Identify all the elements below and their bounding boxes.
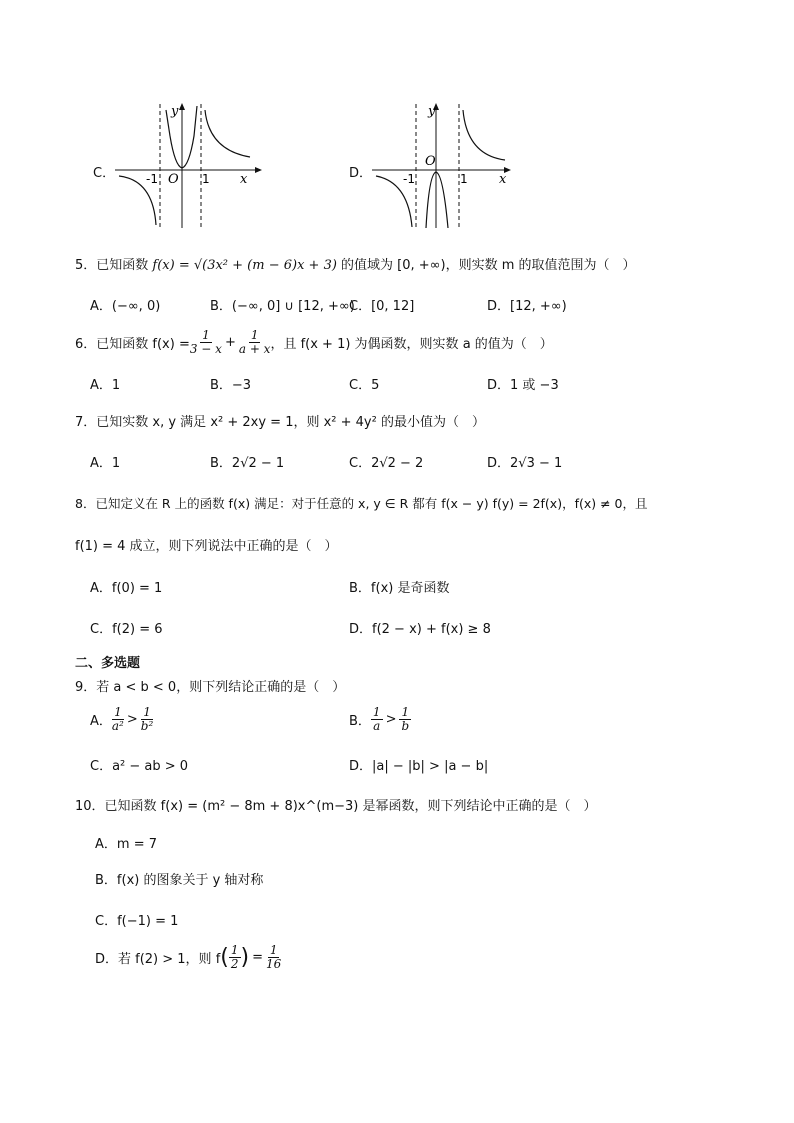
q6-plus: + xyxy=(224,334,236,350)
q8-option-c: C．f(2) = 6 xyxy=(90,622,163,637)
q6-fraction-2: $\frac{1}{a + x}$ xyxy=(238,328,271,356)
q10-option-a: A．m = 7 xyxy=(95,837,157,852)
tick-neg1: -1 xyxy=(403,172,415,186)
question-5-stem xyxy=(75,254,636,273)
q5-stem-prefix: 5．已知函数 xyxy=(75,258,153,273)
q7-option-a: A．1 xyxy=(90,456,121,471)
q6-stem-prefix: 6．已知函数 f(x) = xyxy=(75,336,190,352)
q7-option-d: D．2√3 − 1 xyxy=(487,456,563,471)
question-6-stem xyxy=(75,329,553,355)
graph-option-c xyxy=(115,100,265,232)
y-label: y xyxy=(428,104,436,119)
q9-option-b: B． $\frac{1}{a}$ > $\frac{1}{b}$ xyxy=(349,705,410,733)
q8-option-a: A．f(0) = 1 xyxy=(90,581,163,596)
q6-stem-suffix: ，且 f(x + 1) 为偶函数，则实数 a 的值为（ ） xyxy=(270,336,553,352)
tick-neg1: -1 xyxy=(146,172,158,186)
tick-1: 1 xyxy=(202,172,210,186)
question-10-stem: 10．已知函数 f(x) = (m² − 8m + 8)x^(m−3) 是幂函数，则下列结论中正确的是（ ） xyxy=(75,799,597,814)
question-8-stem-line1: 8．已知定义在 R 上的函数 f(x) 满足：对于任意的 x, y ∈ R 都有 f(x − y) f(y) = 2f(x)，f(x) ≠ 0，且 xyxy=(75,496,648,511)
q10-option-b: B．f(x) 的图象关于 y 轴对称 xyxy=(95,873,264,888)
q6-option-b: B．−3 xyxy=(210,378,252,393)
q5-option-a: A．(−∞, 0) xyxy=(90,299,161,314)
origin-label: O xyxy=(425,154,436,169)
q6-option-d: D．1 或 −3 xyxy=(487,378,559,393)
question-9-stem: 9．若 a < b < 0，则下列结论正确的是（ ） xyxy=(75,680,346,695)
y-label: y xyxy=(171,104,179,119)
curve-right xyxy=(205,110,250,157)
q9-option-a: A． $\frac{1}{\text{a²}}$ > $\frac{1}{\text{b²}}$ xyxy=(90,705,154,733)
x-label: x xyxy=(499,172,507,187)
q8-option-d: D．f(2 − x) + f(x) ≥ 8 xyxy=(349,622,491,637)
q5-formula: f(x) = √(3x² + (m − 6)x + 3) xyxy=(152,258,337,273)
question-8-stem-line2: f(1) = 4 成立，则下列说法中正确的是（ ） xyxy=(75,539,338,554)
q10-option-d: D．若 f(2) > 1，则 f ( $\frac{1}{2}$ ) = $\frac{1}{16}$ xyxy=(95,943,282,971)
y-axis-arrow xyxy=(179,103,185,110)
q6-option-c: C．5 xyxy=(349,378,380,393)
q9-option-d: D．|a| − |b| > |a − b| xyxy=(349,759,489,774)
option-c-label: C． xyxy=(93,166,116,181)
origin-label: O xyxy=(168,172,179,187)
tick-1: 1 xyxy=(460,172,468,186)
q6-fraction-1: $\frac{1}{3 - x}$ xyxy=(189,328,222,356)
x-label: x xyxy=(240,172,248,187)
q7-option-b: B．2√2 − 1 xyxy=(210,456,285,471)
q8-option-b: B．f(x) 是奇函数 xyxy=(349,581,450,596)
q7-option-c: C．2√2 − 2 xyxy=(349,456,424,471)
curve-right xyxy=(463,110,505,160)
option-d-label: D． xyxy=(349,166,373,181)
q5-option-d: D．[12, +∞) xyxy=(487,299,567,314)
x-axis-arrow xyxy=(255,167,262,173)
graph-option-d xyxy=(372,100,522,232)
question-7-stem: 7．已知实数 x, y 满足 x² + 2xy = 1，则 x² + 4y² 的最小值为（ ） xyxy=(75,415,485,430)
q5-option-b: B．(−∞, 0] ∪ [12, +∞) xyxy=(210,299,355,314)
q9-option-c: C．a² − ab > 0 xyxy=(90,759,189,774)
curve-middle xyxy=(426,172,448,228)
q5-option-c: C．[0, 12] xyxy=(349,299,415,314)
q5-stem-suffix: 的值域为 [0, +∞)，则实数 m 的取值范围为（ ） xyxy=(336,258,636,273)
section-heading-multi-choice: 二、多选题 xyxy=(75,656,141,671)
q10-option-c: C．f(−1) = 1 xyxy=(95,914,179,929)
q6-option-a: A．1 xyxy=(90,378,121,393)
